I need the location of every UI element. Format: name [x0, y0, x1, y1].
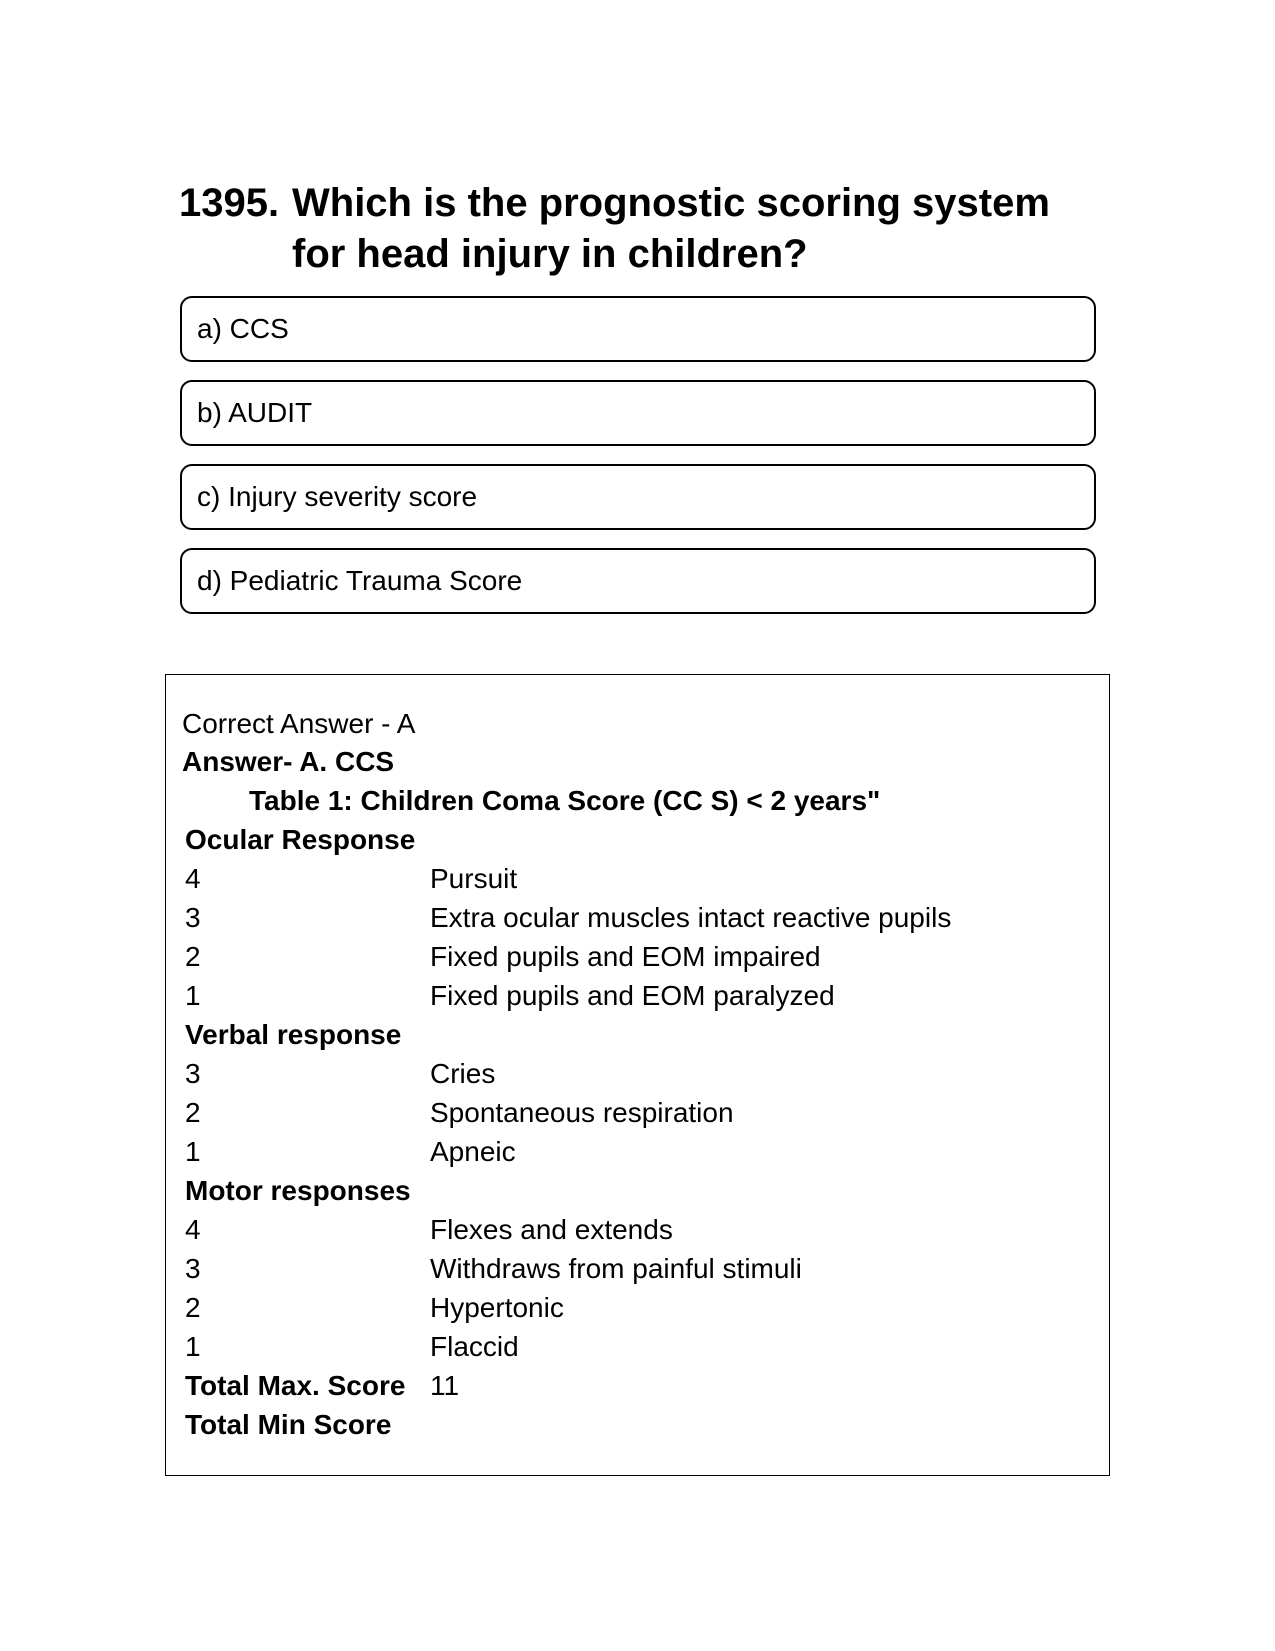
score-cell: 1	[185, 1331, 201, 1362]
description-cell: Flaccid	[430, 1331, 519, 1362]
question-number: 1395.	[179, 181, 280, 225]
table-row	[182, 1327, 1082, 1366]
section-heading-motor: Motor responses	[185, 1175, 411, 1206]
description-cell: Spontaneous respiration	[430, 1097, 734, 1128]
table-row	[182, 1210, 1082, 1249]
total-max-row	[182, 1366, 1082, 1405]
section-heading-verbal: Verbal response	[185, 1019, 402, 1050]
option-d-label: d) Pediatric Trauma Score	[197, 565, 523, 596]
score-cell: 4	[185, 863, 201, 894]
answer-line: Answer- A. CCS	[182, 746, 395, 777]
question-heading	[179, 178, 1109, 280]
total-min-label: Total Min Score	[185, 1409, 392, 1440]
option-c-label: c) Injury severity score	[197, 481, 478, 512]
table-row	[182, 937, 1082, 976]
description-cell: Apneic	[430, 1136, 516, 1167]
score-cell: 1	[185, 980, 201, 1011]
score-cell: 2	[185, 1097, 201, 1128]
score-cell: 2	[185, 1292, 201, 1323]
option-a[interactable]	[180, 296, 1096, 362]
score-cell: 4	[185, 1214, 201, 1245]
score-cell: 3	[185, 902, 201, 933]
table-row	[182, 1249, 1082, 1288]
description-cell: Cries	[430, 1058, 496, 1089]
table-row	[182, 1288, 1082, 1327]
description-cell: Extra ocular muscles intact reactive pupils	[430, 902, 952, 933]
option-b[interactable]	[180, 380, 1096, 446]
table-row	[182, 1132, 1082, 1171]
table-row	[182, 1054, 1082, 1093]
answer-explanation-box	[165, 674, 1110, 1476]
table-row	[182, 898, 1082, 937]
score-cell: 3	[185, 1253, 201, 1284]
option-a-label: a) CCS	[197, 313, 289, 344]
description-cell: Flexes and extends	[430, 1214, 673, 1245]
description-cell: Hypertonic	[430, 1292, 564, 1323]
total-max-value: 11	[430, 1370, 460, 1401]
total-min-row	[182, 1405, 1082, 1444]
question-text: Which is the prognostic scoring system for head injury in children?	[292, 181, 1050, 276]
description-cell: Fixed pupils and EOM impaired	[430, 941, 821, 972]
total-max-label: Total Max. Score	[185, 1370, 406, 1401]
section-heading-ocular: Ocular Response	[185, 824, 416, 855]
total-min-value	[430, 1405, 1082, 1444]
option-c[interactable]	[180, 464, 1096, 530]
score-cell: 3	[185, 1058, 201, 1089]
description-cell: Fixed pupils and EOM paralyzed	[430, 980, 835, 1011]
option-d[interactable]	[180, 548, 1096, 614]
table-title: Table 1: Children Coma Score (CC S) < 2 years"	[249, 785, 881, 816]
score-cell: 2	[185, 941, 201, 972]
description-cell: Pursuit	[430, 863, 518, 894]
answer-content	[182, 705, 1082, 1444]
table-row	[182, 859, 1082, 898]
correct-answer-line: Correct Answer - A	[182, 708, 416, 739]
table-row	[182, 1093, 1082, 1132]
score-cell: 1	[185, 1136, 201, 1167]
table-row	[182, 976, 1082, 1015]
option-b-label: b) AUDIT	[197, 397, 313, 428]
description-cell: Withdraws from painful stimuli	[430, 1253, 802, 1284]
